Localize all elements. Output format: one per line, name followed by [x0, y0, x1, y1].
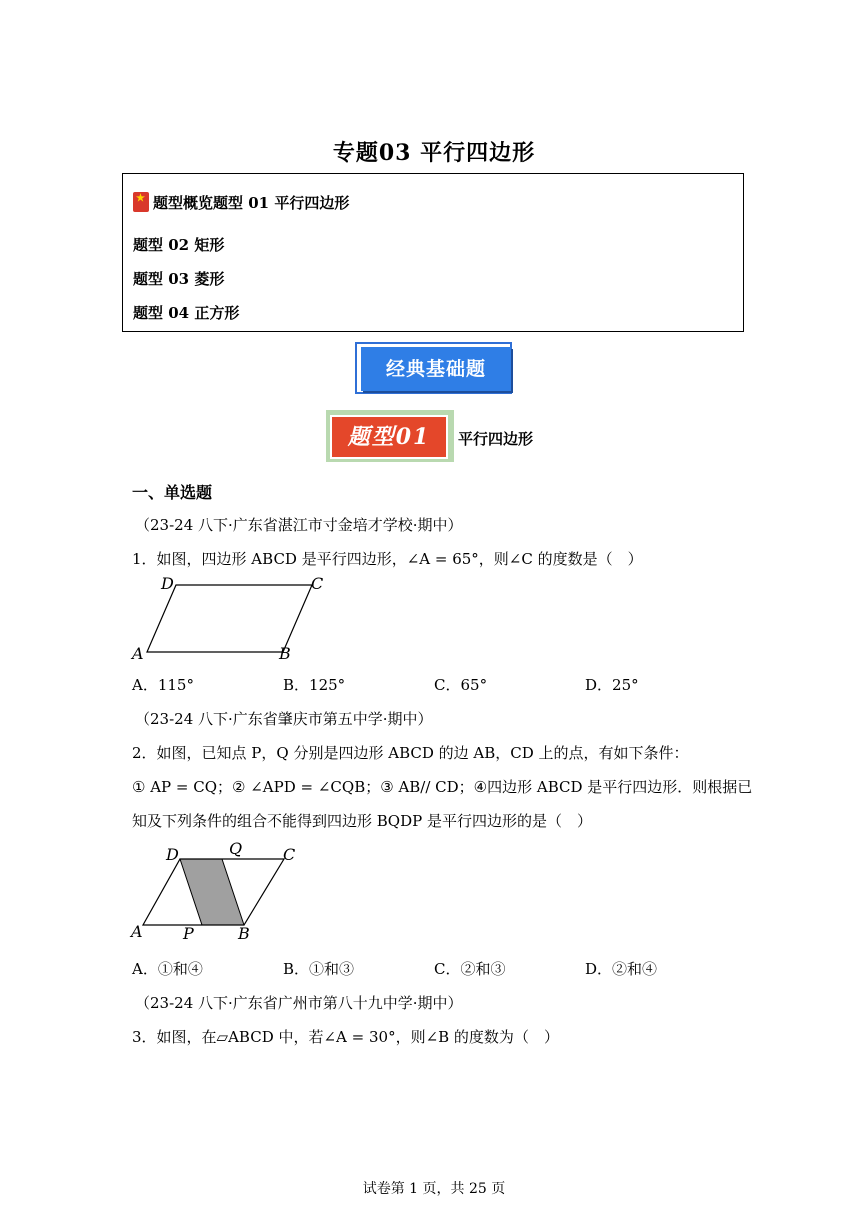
document-title: 专题03 平行四边形: [332, 140, 536, 166]
q2-shaded-bqdp: [180, 859, 244, 925]
type-tag: [326, 410, 454, 462]
q1-stem: 1．如图，四边形 ABCD 是平行四边形，∠A = 65°，则∠C 的度数是（ ）: [132, 550, 643, 568]
q2-parallelogram-figure: [125, 838, 315, 942]
q2-option-c[interactable]: C．②和③: [434, 960, 506, 978]
q2-label-A: A: [131, 922, 143, 941]
q1-option-c[interactable]: C．65°: [434, 676, 488, 694]
q1-label-B: B: [279, 644, 291, 663]
toc-item-2[interactable]: 题型 02 矩形: [133, 236, 225, 254]
q2-label-C: C: [283, 845, 296, 864]
q2-label-P: P: [183, 924, 194, 942]
q2-label-Q: Q: [229, 839, 243, 858]
banner-label: 经典基础题: [361, 347, 511, 391]
section-heading: 一、单选题: [132, 483, 213, 502]
q3-source: （23-24 八下·广东省广州市第八十九中学·期中）: [135, 994, 463, 1012]
q2-stem-line2: ① AP = CQ；② ∠APD = ∠CQB；③ AB// CD；④四边形 ABCD 是平行四边形．则根据已: [132, 778, 753, 796]
q3-stem: 3．如图，在▱ABCD 中，若∠A = 30°，则∠B 的度数为（ ）: [132, 1028, 559, 1046]
q1-option-d[interactable]: D．25°: [585, 676, 639, 694]
q1-label-A: A: [132, 644, 144, 663]
q2-option-d[interactable]: D．②和④: [585, 960, 658, 978]
q2-option-a[interactable]: A．①和④: [132, 960, 203, 978]
q2-label-B: B: [238, 924, 250, 942]
book-icon: [133, 192, 149, 212]
section-banner: [355, 342, 512, 394]
q1-label-C: C: [311, 574, 324, 593]
toc-item-1[interactable]: [133, 192, 349, 213]
q1-source: （23-24 八下·广东省湛江市寸金培才学校·期中）: [135, 516, 463, 534]
page-footer: 试卷第 1 页，共 25 页: [362, 1181, 506, 1197]
q1-option-a[interactable]: A．115°: [132, 676, 194, 694]
q2-source: （23-24 八下·广东省肇庆市第五中学·期中）: [135, 710, 433, 728]
type-tag-label: 题型01: [330, 415, 448, 459]
q1-parallelogram-figure: [125, 572, 335, 664]
q2-stem-line3: 知及下列条件的组合不能得到四边形 BQDP 是平行四边形的是（ ）: [132, 812, 592, 830]
q1-option-b[interactable]: B．125°: [283, 676, 346, 694]
q2-option-b[interactable]: B．①和③: [283, 960, 355, 978]
q2-label-D: D: [166, 845, 179, 864]
type-label: 平行四边形: [458, 430, 534, 448]
toc-box: [122, 173, 744, 332]
toc-item-3[interactable]: 题型 03 菱形: [133, 270, 225, 288]
q1-parallelogram: [147, 585, 312, 652]
toc-item-4[interactable]: 题型 04 正方形: [133, 304, 240, 322]
q1-label-D: D: [161, 574, 174, 593]
q2-stem-line1: 2．如图，已知点 P，Q 分别是四边形 ABCD 的边 AB，CD 上的点，有如下条件：: [132, 744, 689, 762]
toc-item-1-label: 题型概览题型 01 平行四边形: [153, 194, 350, 212]
